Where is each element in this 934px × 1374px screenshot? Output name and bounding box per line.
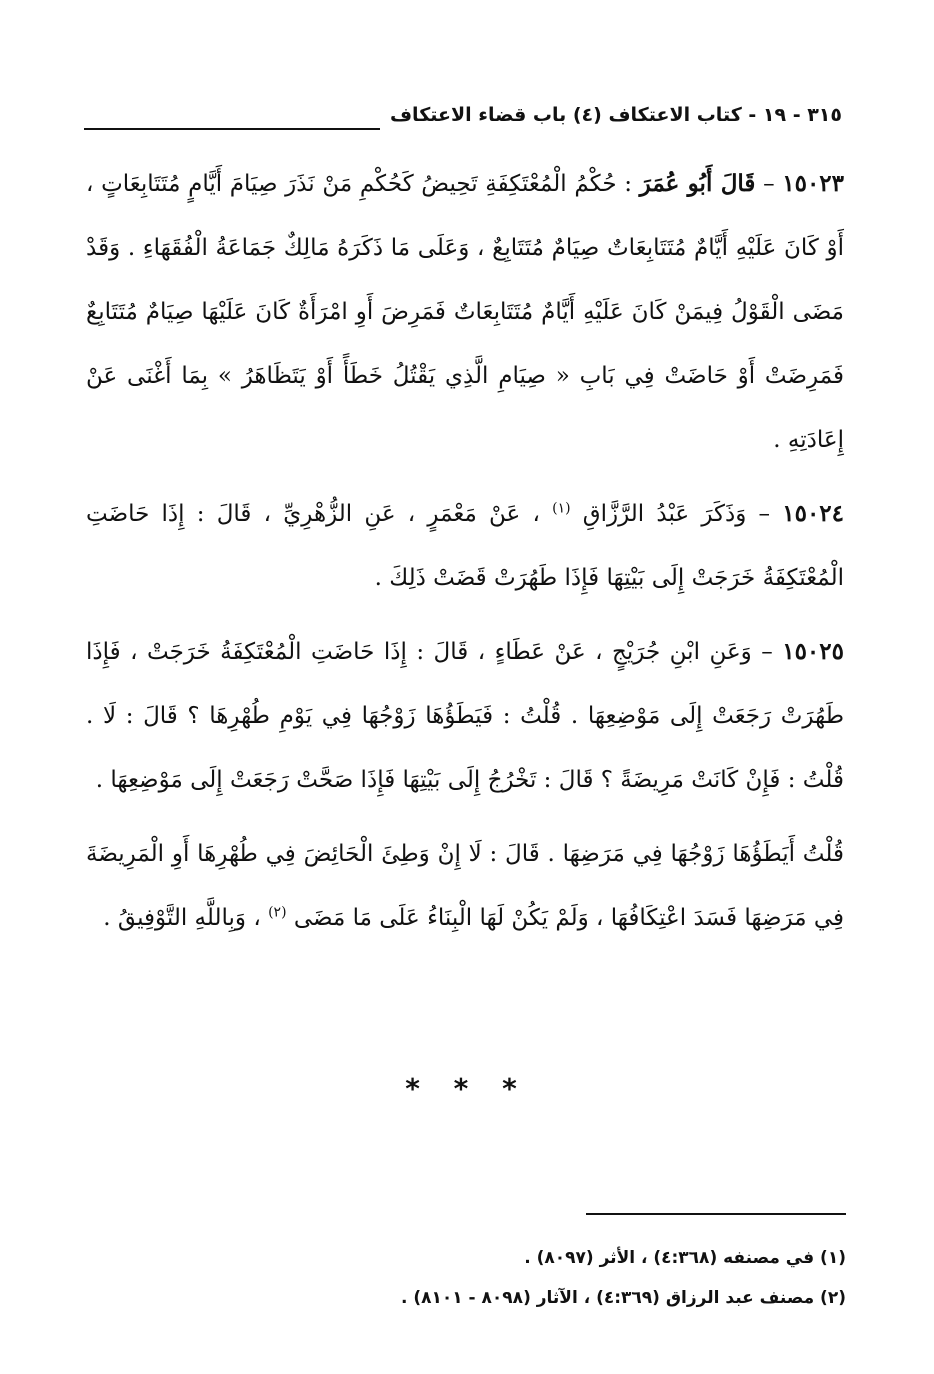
paragraph-text: وَذَكَرَ عَبْدُ الرَّزَّاقِ <box>582 501 747 527</box>
footnote-divider <box>586 1213 846 1215</box>
footnotes <box>86 1238 846 1318</box>
paragraph-text: : حُكْمُ الْمُعْتَكِفَةِ تَحِيضُ كَحُكْمِ مَنْ نَذَرَ صِيَامَ أَيَّامٍ مُتَتَابِعَاتٍ ، أَوْ كَانَ عَلَيْهِ أَيَّامٌ مُتَتَابِعَاتٌ صِيَامٌ مُتَتَابِعٌ ، وَعَلَى مَا ذَكَرَهُ مَالِكٌ جَمَاعَةُ الْفُقَهَاءِ . وَقَدْ مَضَى الْقَوْلُ فِيمَنْ كَانَ عَلَيْهِ أَيَّامٌ مُتَتَابِعَاتٌ فَمَرِضَ أَوِ امْرَأَةٌ كَانَ عَلَيْهَا صِيَامٌ مُتَتَابِعٌ فَمَرِضَتْ أَوْ حَاضَتْ فِي بَابِ « صِيَامِ الَّذِي يَقْتُلُ خَطَأً أَوْ يَتَظَاهَرُ » بِمَا أَغْنَى عَنْ إِعَادَتِهِ . <box>86 171 844 453</box>
paragraph-text: قُلْتُ أَيَطَؤُهَا زَوْجُهَا فِي مَرَضِهَا . قَالَ : لَا إِنْ وَطِئَ الْحَائِضَ فِي طُهْرِهَا أَوِ الْمَرِيضَةَ فِي مَرَضِهَا فَسَدَ اعْتِكَافُهَا ، وَلَمْ يَكُنْ لَهَا الْبِنَاءُ عَلَى مَا مَضَى <box>86 841 844 931</box>
footnote-1: (١) في مصنفه (٤:٣٦٨) ، الأثر (٨٠٩٧) . <box>524 1248 846 1268</box>
paragraph-number: ١٥٠٢٤ <box>782 500 845 527</box>
footnote-marker-2[interactable]: (٢) <box>268 904 287 921</box>
dash: – <box>751 639 773 665</box>
speaker-name: قَالَ أَبُو عُمَرَ <box>639 170 756 197</box>
main-text <box>86 152 844 960</box>
paragraph-15025 <box>86 620 844 812</box>
footnote-marker-1[interactable]: (١) <box>552 500 571 517</box>
paragraph-text-continued: ، عَنْ مَعْمَرٍ ، عَنِ الزُّهْرِيِّ ، قَالَ : إِذَا حَاضَتِ الْمُعْتَكِفَةُ خَرَجَتْ إِلَى بَيْتِهَا فَإِذَا طَهُرَتْ قَضَتْ ذَلِكَ . <box>86 501 844 591</box>
dash: – <box>755 171 775 197</box>
paragraph-15024 <box>86 482 844 610</box>
paragraph-number: ١٥٠٢٥ <box>782 638 844 665</box>
paragraph-text-continued: ، وَبِاللَّهِ التَّوْفِيقُ . <box>103 905 261 931</box>
paragraph-continuation <box>86 822 844 950</box>
paragraph-text: وَعَنِ ابْنِ جُرَيْجٍ ، عَنْ عَطَاءٍ ، قَالَ : إِذَا حَاضَتِ الْمُعْتَكِفَةُ خَرَجَتْ ، فَإِذَا طَهُرَتْ رَجَعَتْ إِلَى مَوْضِعِهَا . قُلْتُ : فَيَطَؤُهَا زَوْجُهَا فِي يَوْمِ طُهْرِهَا ؟ قَالَ : لَا . قُلْتُ : فَإِنْ كَانَتْ مَرِيضَةً ؟ قَالَ : تَخْرُجُ إِلَى بَيْتِهَا فَإِذَا صَحَّتْ رَجَعَتْ إِلَى مَوْضِعِهَا . <box>86 639 844 793</box>
paragraph-number: ١٥٠٢٣ <box>782 170 845 197</box>
section-separator: * * * <box>405 1072 529 1105</box>
running-title: ٣١٥ - ١٩ - كتاب الاعتكاف (٤) باب قضاء الاعتكاف <box>380 104 842 130</box>
running-header <box>84 88 842 130</box>
dash: – <box>746 501 771 527</box>
paragraph-15023 <box>86 152 844 472</box>
footnote-2: (٢) مصنف عبد الرزاق (٤:٣٦٩) ، الآثار (٨٠٩٨ - ٨١٠١) . <box>400 1288 846 1308</box>
